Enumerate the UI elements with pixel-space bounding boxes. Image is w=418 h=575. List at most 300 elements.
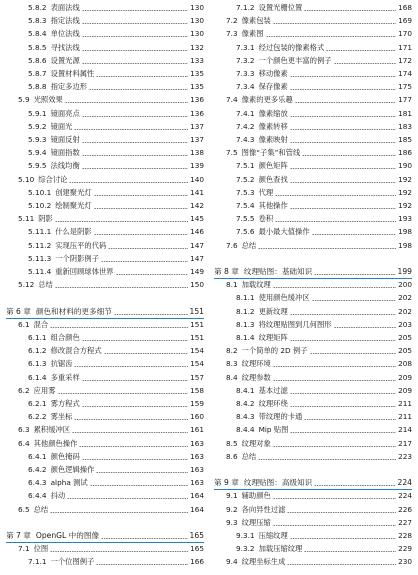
toc-entry: [214, 306, 412, 318]
toc-entry: [6, 332, 204, 344]
section-number: 5.8.4: [28, 29, 47, 39]
section-number: 5.8.8: [28, 82, 47, 92]
page-number: 171: [398, 42, 412, 52]
toc-entry: [6, 345, 204, 357]
toc-entry: [214, 187, 412, 199]
section-title: 像素映射: [258, 135, 288, 144]
section-title: 纹理环境: [241, 359, 271, 369]
dot-leader: [96, 564, 188, 565]
dot-leader: [96, 76, 188, 77]
section-title: 单位法线: [50, 29, 80, 39]
dot-leader: [58, 393, 189, 394]
section-number: 5.11.2: [28, 240, 52, 250]
toc-entry: [6, 240, 204, 252]
page-number: 192: [398, 201, 412, 210]
toc-entry: [6, 358, 204, 370]
section-number: 7.6: [226, 240, 238, 250]
page-number: 149: [190, 267, 204, 276]
section-number: 5.9.2: [28, 121, 47, 131]
section-number: 8.4.1: [236, 385, 255, 395]
toc-entry: [214, 332, 412, 344]
section-number: 7.3.4: [236, 82, 255, 92]
section-title: 更新纹理: [258, 306, 288, 316]
section-number: 8.4.3: [236, 412, 255, 422]
section-number: 7.4: [226, 95, 238, 105]
page-number: 230: [398, 557, 412, 567]
dot-leader: [290, 116, 396, 117]
section-title: 总结: [33, 504, 49, 514]
section-title: 雾坐标: [50, 412, 73, 422]
page-number: 211: [398, 399, 412, 408]
section-number: 7.5.5: [236, 214, 255, 224]
section-title: 纹理参数: [241, 372, 271, 382]
page-number: 217: [398, 438, 412, 448]
page-number: 198: [398, 227, 412, 237]
page-number: 209: [398, 385, 412, 395]
toc-entry: [214, 517, 412, 529]
toc-entry: [6, 94, 204, 106]
section-number: 7.1: [18, 544, 30, 554]
dot-leader: [82, 406, 188, 407]
page-number: 163: [190, 478, 204, 488]
toc-entry: [214, 108, 412, 120]
dot-leader: [334, 327, 396, 328]
toc-entry: [214, 28, 412, 40]
toc-entry: [6, 504, 204, 516]
section-title: 辅助颜色: [241, 491, 271, 501]
section-title: 图像“子集”和管线: [241, 148, 301, 158]
dot-leader: [82, 340, 188, 341]
section-number: 7.5.2: [236, 174, 255, 184]
section-title: 实现压平的代码: [55, 240, 107, 250]
toc-entry: [214, 147, 412, 159]
dot-leader: [67, 498, 188, 499]
section-number: 6.3: [18, 425, 30, 435]
section-number: 6.5: [18, 504, 30, 514]
dot-leader: [310, 353, 396, 354]
toc-entry: [6, 477, 204, 489]
toc-entry: [214, 121, 412, 133]
section-title: 设置光栅位置: [258, 3, 303, 12]
dot-leader: [94, 234, 188, 235]
section-number: 7.5.3: [236, 187, 255, 197]
section-title: alpha 测试: [50, 478, 88, 488]
page-number: 192: [398, 174, 412, 184]
toc-entry: [6, 160, 204, 172]
section-title: 像素包装: [241, 16, 271, 26]
dot-leader: [290, 208, 396, 209]
dot-leader: [50, 512, 188, 513]
section-title: 加载纹理: [241, 280, 271, 290]
toc-entry: [6, 253, 204, 265]
toc-entry: [214, 438, 412, 450]
page-number: 136: [190, 95, 204, 105]
dot-leader: [69, 182, 188, 183]
toc-entry: [214, 411, 412, 423]
section-title: 其他颜色操作: [33, 438, 78, 448]
page-number: 150: [190, 280, 204, 290]
dot-leader: [258, 248, 396, 249]
dot-leader: [314, 485, 395, 486]
page-number: 154: [190, 359, 204, 369]
dot-leader: [82, 168, 188, 169]
toc-entry: [6, 42, 204, 54]
dot-leader: [290, 168, 396, 169]
page-number: 181: [398, 108, 412, 118]
section-title: 镜面光: [50, 121, 73, 131]
dot-leader: [290, 538, 396, 539]
page-number: 203: [398, 319, 412, 329]
section-number: 5.8.6: [28, 55, 47, 65]
dot-leader: [304, 419, 396, 420]
toc-entry: [6, 15, 204, 27]
toc-chapter-entry: [214, 266, 412, 279]
page-number: 160: [190, 412, 204, 422]
section-number: 8.1.4: [236, 333, 255, 342]
page-number: 208: [398, 359, 412, 369]
section-number: 7.5.6: [236, 227, 255, 237]
page-number: 170: [398, 29, 412, 39]
dot-leader: [273, 380, 396, 381]
section-number: 7.3.1: [236, 42, 255, 52]
dot-leader: [74, 129, 188, 130]
page-number: 154: [190, 346, 204, 356]
dot-leader: [82, 23, 188, 24]
toc-entry: [214, 292, 412, 304]
section-number: 6.1.3: [28, 359, 47, 369]
toc-entry: [6, 556, 204, 568]
section-title: 镜面指数: [50, 148, 80, 158]
dot-leader: [72, 432, 188, 433]
section-number: 8.6: [226, 451, 238, 461]
dot-leader: [312, 300, 396, 301]
toc-entry: [6, 385, 204, 397]
section-title: 纹理压缩: [241, 517, 271, 527]
page-number: 229: [398, 544, 412, 554]
toc-chapter-entry: [6, 530, 204, 543]
section-title: 颜色逻辑操作: [50, 465, 95, 474]
toc-entry: [6, 213, 204, 225]
section-number: 7.2: [226, 16, 238, 26]
section-title: 纹理环绕: [258, 399, 288, 408]
section-number: 6.1.1: [28, 333, 47, 342]
toc-entry: [214, 160, 412, 172]
dot-leader: [290, 340, 396, 341]
dot-leader: [101, 261, 188, 262]
section-number: 5.8.2: [28, 3, 47, 12]
toc-entry: [6, 424, 204, 436]
toc-entry: [214, 345, 412, 357]
page-number: 151: [190, 319, 204, 329]
toc-entry: [6, 147, 204, 159]
page-number: 177: [398, 95, 412, 105]
dot-leader: [290, 393, 396, 394]
section-title: 加载压缩纹理: [258, 544, 303, 554]
section-title: 总结: [241, 240, 257, 250]
section-title: 组合颜色: [50, 333, 80, 342]
dot-leader: [65, 102, 188, 103]
page-number: 193: [398, 214, 412, 224]
section-number: 9.4: [226, 557, 238, 567]
dot-leader: [82, 155, 188, 156]
page-number: 202: [398, 293, 412, 303]
section-number: 6.2.2: [28, 412, 47, 422]
section-title: 像素转移: [258, 121, 288, 131]
page-number: 223: [398, 451, 412, 461]
section-title: 经过包装的像素格式: [258, 42, 325, 52]
section-number: 5.12: [18, 280, 35, 290]
page-number: 130: [190, 16, 204, 26]
section-title: 移动像素: [258, 69, 288, 78]
dot-leader: [55, 287, 188, 288]
toc-entry: [214, 372, 412, 384]
section-number: 8.5: [226, 438, 238, 448]
dot-leader: [114, 314, 188, 315]
section-number: 6.1: [18, 319, 30, 329]
section-title: 抖动: [50, 491, 66, 501]
section-title: OpenGL 中的图像: [35, 531, 100, 540]
toc-entry: [6, 108, 204, 120]
dot-leader: [101, 538, 187, 539]
toc-entry: [214, 358, 412, 370]
page-number: 132: [190, 42, 204, 52]
page-number: 139: [190, 161, 204, 171]
dot-leader: [82, 380, 188, 381]
toc-entry: [6, 543, 204, 555]
section-number: 6.4.4: [28, 491, 47, 501]
section-title: 指定法线: [50, 16, 80, 26]
toc-entry: [214, 174, 412, 186]
section-number: 6.4.2: [28, 465, 47, 474]
page-number: 140: [190, 174, 204, 184]
section-title: 一个位图例子: [50, 557, 95, 567]
section-number: 8.2: [226, 346, 238, 356]
section-title: 应用雾: [33, 385, 56, 395]
dot-leader: [273, 366, 396, 367]
section-title: 像素缩放: [258, 108, 288, 118]
section-title: 多重采样: [50, 372, 80, 382]
page-number: 202: [398, 306, 412, 316]
section-title: 重新回顾球体世界: [55, 267, 114, 276]
dot-leader: [290, 182, 396, 183]
section-title: 各向异性过滤: [241, 504, 286, 514]
toc-entry: [6, 2, 204, 14]
section-number: 6.2: [18, 385, 30, 395]
section-title: 指定多边形: [50, 82, 88, 92]
section-title: 压缩纹理: [258, 531, 288, 540]
section-number: 7.4.2: [236, 121, 255, 131]
dot-leader: [74, 366, 188, 367]
page-number: 190: [398, 161, 412, 171]
section-number: 7.3: [226, 29, 238, 39]
section-number: 7.3.3: [236, 69, 255, 78]
page-number: 136: [190, 108, 204, 118]
toc-entry: [214, 319, 412, 331]
page-number: 138: [190, 148, 204, 158]
toc-entry: [6, 266, 204, 278]
section-title: 像素的更多乐趣: [241, 95, 293, 105]
page-number: 133: [190, 55, 204, 65]
toc-entry: [214, 556, 412, 568]
section-number: 5.10.1: [28, 187, 52, 197]
toc-entry: [214, 398, 412, 410]
section-title: 颜色查找: [258, 174, 288, 184]
dot-leader: [290, 142, 396, 143]
page-number: 205: [398, 333, 412, 342]
section-number: 5.10: [18, 174, 35, 184]
page-number: 151: [190, 333, 204, 342]
page-number: 137: [190, 121, 204, 131]
section-number: 5.11: [18, 214, 35, 224]
toc-entry: [6, 411, 204, 423]
section-title: 颜色矩阵: [258, 161, 288, 171]
toc-entry: [214, 55, 412, 67]
section-number: 第 9 章: [214, 478, 239, 488]
section-number: 9.3: [226, 517, 238, 527]
dot-leader: [55, 221, 188, 222]
dot-leader: [258, 459, 396, 460]
dot-leader: [273, 498, 396, 499]
page-number: 185: [398, 135, 412, 144]
toc-entry: [214, 424, 412, 436]
section-title: 颜色掩码: [50, 451, 80, 461]
dot-leader: [108, 248, 188, 249]
toc-entry: [6, 464, 204, 476]
toc-entry: [214, 504, 412, 516]
dot-leader: [74, 419, 188, 420]
dot-leader: [312, 234, 396, 235]
section-number: 5.9.1: [28, 108, 47, 118]
toc-entry: [6, 187, 204, 199]
section-number: 6.1.2: [28, 346, 47, 356]
section-number: 8.1.1: [236, 293, 255, 303]
toc-entry: [214, 200, 412, 212]
section-title: 混合: [33, 319, 49, 329]
section-title: 基本过滤: [258, 385, 288, 395]
page-number: 227: [398, 517, 412, 527]
toc-entry: [214, 385, 412, 397]
toc-entry: [214, 543, 412, 555]
dot-leader: [94, 195, 188, 196]
dot-leader: [82, 63, 188, 64]
page-number: 199: [397, 267, 412, 276]
section-number: 7.5.1: [236, 161, 255, 171]
section-title: 纹理贴图：高级知识: [243, 478, 313, 488]
page-number: 164: [190, 504, 204, 514]
dot-leader: [94, 208, 188, 209]
toc-entry: [6, 174, 204, 186]
toc-entry: [6, 28, 204, 40]
section-title: 综合讨论: [38, 174, 68, 184]
toc-entry: [214, 490, 412, 502]
toc-entry: [214, 134, 412, 146]
dot-leader: [82, 116, 188, 117]
dot-leader: [89, 89, 188, 90]
section-number: 5.9: [18, 95, 30, 105]
section-title: 镜面亮点: [50, 108, 80, 118]
section-number: 6.4: [18, 438, 30, 448]
page-number: 159: [190, 399, 204, 408]
section-title: 总结: [241, 451, 257, 461]
page-number: 226: [398, 504, 412, 514]
section-title: 带纹理的卡通: [258, 412, 303, 422]
toc-entry: [214, 279, 412, 291]
section-title: 一个颜色更丰富的例子: [258, 55, 332, 65]
page-number: 145: [190, 214, 204, 224]
section-title: 光照效果: [33, 95, 63, 105]
page-number: 209: [398, 372, 412, 382]
page-number: 130: [190, 29, 204, 39]
page-number: 211: [398, 412, 412, 422]
dot-leader: [82, 10, 188, 11]
dot-leader: [82, 50, 188, 51]
section-title: 纹理矩阵: [258, 333, 288, 342]
section-number: 5.11.1: [28, 227, 52, 237]
section-number: 7.3.2: [236, 55, 255, 65]
section-title: 一个简单的 2D 例子: [241, 346, 308, 356]
dot-leader: [82, 459, 188, 460]
toc-entry: [214, 2, 412, 14]
section-title: 其他操作: [258, 201, 288, 210]
section-number: 8.3: [226, 359, 238, 369]
dot-leader: [334, 63, 396, 64]
page-number: 147: [190, 240, 204, 250]
toc-entry: [6, 319, 204, 331]
section-title: 累积缓冲区: [33, 425, 71, 435]
page-number: 192: [398, 187, 412, 197]
page-number: 135: [190, 82, 204, 92]
dot-leader: [90, 485, 188, 486]
page-number: 175: [398, 82, 412, 92]
toc-entry: [214, 68, 412, 80]
toc-entry: [214, 81, 412, 93]
dot-leader: [290, 432, 396, 433]
page-number: 130: [190, 3, 204, 12]
page-number: 198: [398, 240, 412, 250]
page-number: 228: [398, 531, 412, 540]
section-title: 使用颜色缓冲区: [258, 293, 310, 303]
toc-chapter-entry: [6, 306, 204, 319]
section-title: 设置光源: [50, 55, 80, 65]
page-number: 165: [189, 531, 204, 540]
dot-leader: [302, 155, 396, 156]
section-title: 创建聚光灯: [55, 187, 92, 197]
page-number: 151: [189, 306, 204, 316]
section-title: 最小最大值操作: [258, 227, 310, 237]
section-number: 5.11.3: [28, 253, 52, 263]
page-number: 165: [190, 544, 204, 554]
section-title: 纹理贴图：基础知识: [243, 267, 313, 276]
section-title: 抗锯齿: [50, 359, 73, 369]
toc-entry: [6, 81, 204, 93]
section-number: 7.1.2: [236, 3, 255, 12]
section-number: 7.4.1: [236, 108, 255, 118]
section-title: 法线均衡: [50, 161, 80, 171]
page-number: 224: [397, 478, 412, 488]
dot-leader: [79, 446, 188, 447]
section-number: 9.2: [226, 504, 238, 514]
section-number: 6.4.3: [28, 478, 47, 488]
section-number: 5.9.4: [28, 148, 47, 158]
section-number: 5.8.7: [28, 69, 47, 78]
section-title: 卷积: [258, 214, 274, 224]
dot-leader: [290, 314, 396, 315]
dot-leader: [96, 472, 188, 473]
page-number: 163: [190, 438, 204, 448]
section-number: 7.1.1: [28, 557, 47, 567]
toc-entry: [6, 451, 204, 463]
toc-entry: [6, 55, 204, 67]
